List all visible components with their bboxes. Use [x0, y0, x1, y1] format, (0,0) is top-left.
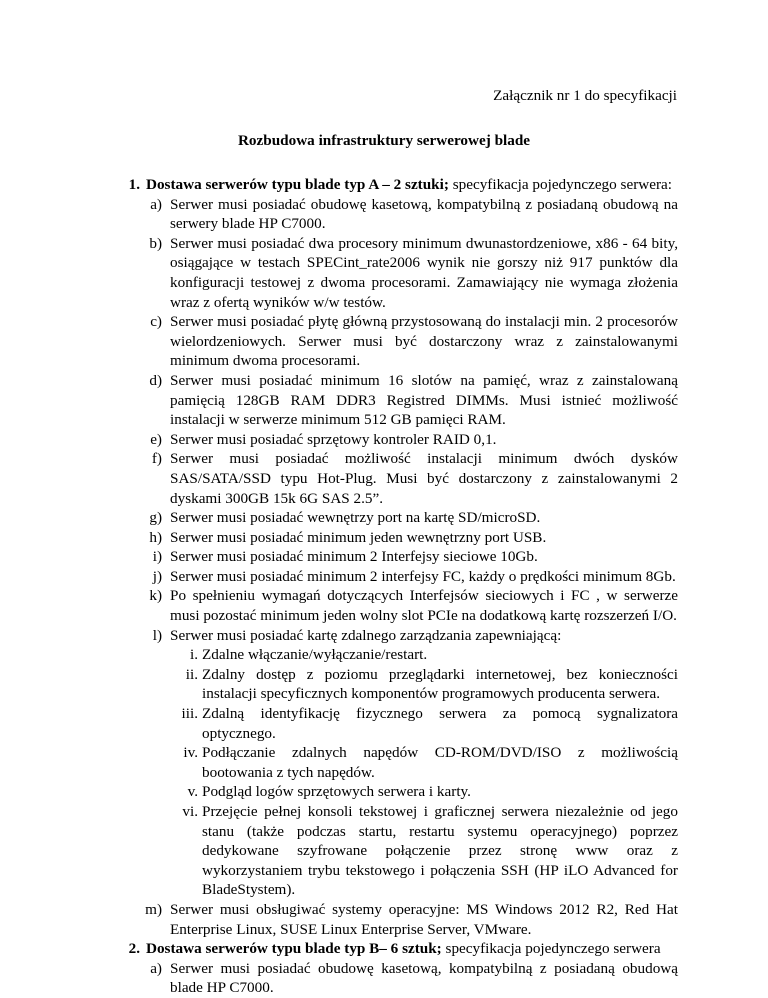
- list-item: [146, 586, 678, 625]
- sub-list-item: [146, 782, 678, 802]
- list-item: [146, 195, 678, 234]
- list-item: [146, 371, 678, 430]
- list-item: [146, 959, 678, 998]
- section-items: [146, 959, 678, 998]
- item-text: Serwer musi posiadać dwa procesory minimum dwunastordzeniowe, x86 - 64 bity, osiągające w testach SPECint_rate2006 wynik nie gorszy niż 917 punktów dla konfiguracji testowej z dwoma procesorami. Zamawiający nie wymaga złożenia wraz z ofertą wyników w/w testów.: [170, 234, 678, 311]
- section-heading: [146, 939, 678, 959]
- item-text: Serwer musi posiadać kartę zdalnego zarządzania zapewniającą:: [170, 626, 562, 644]
- list-item: [146, 508, 678, 528]
- item-marker: f): [151, 450, 162, 468]
- subitem-text: Przejęcie pełnej konsoli tekstowej i graficznej serwera niezależnie od jego stanu (także podczas startu, restartu systemu operacyjnego) poprzez dedykowane szyfrowane połączenie przez stronę www oraz z wykorzystaniem trybu tekstowego i połączenia SSH (HP iLO Advanced for BladeStystem).: [202, 803, 678, 899]
- item-marker: a): [150, 195, 162, 213]
- sub-list-item: [146, 645, 678, 665]
- subitem-marker: ii.: [185, 665, 198, 683]
- section-number: 2.: [128, 940, 140, 958]
- section-heading-rest: specyfikacja pojedynczego serwera: [441, 940, 661, 958]
- item-marker: g): [149, 509, 162, 527]
- sub-list-item: [146, 704, 678, 743]
- section-number: 1.: [128, 176, 140, 193]
- item-text: Serwer musi posiadać minimum jeden wewnętrzny port USB.: [170, 528, 547, 546]
- list-item: [146, 547, 678, 567]
- item-marker: a): [150, 959, 162, 977]
- item-marker: b): [149, 234, 162, 252]
- section-heading-bold: Dostawa serwerów typu blade typ B– 6 sztuk;: [146, 940, 442, 958]
- list-item: [146, 449, 678, 508]
- subitem-marker: i.: [189, 646, 198, 664]
- section-1: [90, 175, 678, 939]
- list-item: [146, 528, 678, 548]
- item-marker: e): [150, 430, 162, 448]
- subitem-marker: iv.: [183, 744, 198, 762]
- item-text: Serwer musi obsługiwać systemy operacyjne: MS Windows 2012 R2, Red Hat Enterprise Linux, SUSE Linux Enterprise Server, VMware.: [170, 900, 678, 938]
- item-text: Serwer musi posiadać minimum 2 interfejsy FC, każdy o prędkości minimum 8Gb.: [170, 567, 676, 585]
- sub-list-item: [146, 665, 678, 704]
- item-marker: l): [152, 626, 162, 644]
- list-item: [146, 312, 678, 371]
- subitem-text: Podłączanie zdalnych napędów CD-ROM/DVD/ISO z możliwością bootowania z tych napędów.: [202, 744, 678, 781]
- annex-label: Załącznik nr 1 do specyfikacji: [493, 87, 677, 104]
- item-text: Serwer musi posiadać wewnętrzy port na kartę SD/microSD.: [170, 509, 541, 527]
- section-heading: [146, 175, 678, 195]
- sub-list-item: [146, 743, 678, 782]
- item-marker: c): [150, 313, 162, 331]
- item-text: Serwer musi posiadać płytę główną przystosowaną do instalacji min. 2 procesorów wielordzeniowych. Serwer musi być dostarczony wraz z zainstalowanymi minimum dwoma procesorami.: [170, 313, 678, 370]
- subitem-marker: v.: [187, 783, 198, 801]
- section-2: [90, 939, 678, 998]
- subitem-marker: iii.: [181, 705, 198, 723]
- section-heading-bold: Dostawa serwerów typu blade typ A – 2 sztuki;: [146, 176, 449, 193]
- sub-list-item: [146, 802, 678, 900]
- item-text: Serwer musi posiadać obudowę kasetową, kompatybilną z posiadaną obudową na serwery blade HP C7000.: [170, 195, 678, 233]
- item-text: Serwer musi posiadać sprzętowy kontroler RAID 0,1.: [170, 430, 497, 448]
- item-text: Po spełnieniu wymagań dotyczących Interfejsów sieciowych i FC , w serwerze musi pozostać minimum jeden wolny slot PCIe na dodatkową kartę rozszerzeń I/O.: [170, 587, 678, 625]
- item-marker: i): [152, 548, 162, 566]
- list-item: [146, 430, 678, 450]
- subitem-text: Zdalne włączanie/wyłączanie/restart.: [202, 646, 428, 664]
- item-text: Serwer musi posiadać obudowę kasetową, kompatybilną z posiadaną obudową blade HP C7000.: [170, 959, 678, 997]
- item-marker: m): [145, 900, 162, 918]
- item-marker: k): [149, 587, 162, 605]
- list-item: [146, 234, 678, 312]
- list-item: [146, 567, 678, 587]
- list-item: [146, 900, 678, 939]
- subitem-marker: vi.: [182, 803, 198, 820]
- item-marker: d): [149, 371, 162, 389]
- item-text: Serwer musi posiadać minimum 16 slotów na pamięć, wraz z zainstalowaną pamięcią 128GB RAM DDR3 Registred DIMMs. Musi istnieć możliwość instalacji w serwerze minimum 512 GB pamięci RAM.: [170, 371, 678, 429]
- section-heading-rest: specyfikacja pojedynczego serwera:: [448, 176, 672, 193]
- section-items: [146, 195, 678, 940]
- item-text: Serwer musi posiadać możliwość instalacji minimum dwóch dysków SAS/SATA/SSD typu Hot-Plug. Musi być dostarczony z zainstalowanymi 2 dyskami 300GB 15k 6G SAS 2.5”.: [170, 450, 678, 507]
- subitem-text: Zdalną identyfikację fizycznego serwera za pomocą sygnalizatora optycznego.: [202, 705, 678, 742]
- subitem-text: Zdalny dostęp z poziomu przeglądarki internetowej, bez konieczności instalacji specyficznych komponentów programowych producenta serwera.: [202, 665, 678, 703]
- document-title: Rozbudowa infrastruktury serwerowej blade: [237, 132, 531, 149]
- document-content: [90, 175, 678, 998]
- item-marker: h): [149, 528, 162, 546]
- subitem-text: Podgląd logów sprzętowych serwera i karty.: [202, 783, 471, 801]
- sub-items: [170, 645, 678, 900]
- list-item: [146, 626, 678, 900]
- item-marker: j): [152, 567, 162, 585]
- item-text: Serwer musi posiadać minimum 2 Interfejsy sieciowe 10Gb.: [170, 548, 538, 566]
